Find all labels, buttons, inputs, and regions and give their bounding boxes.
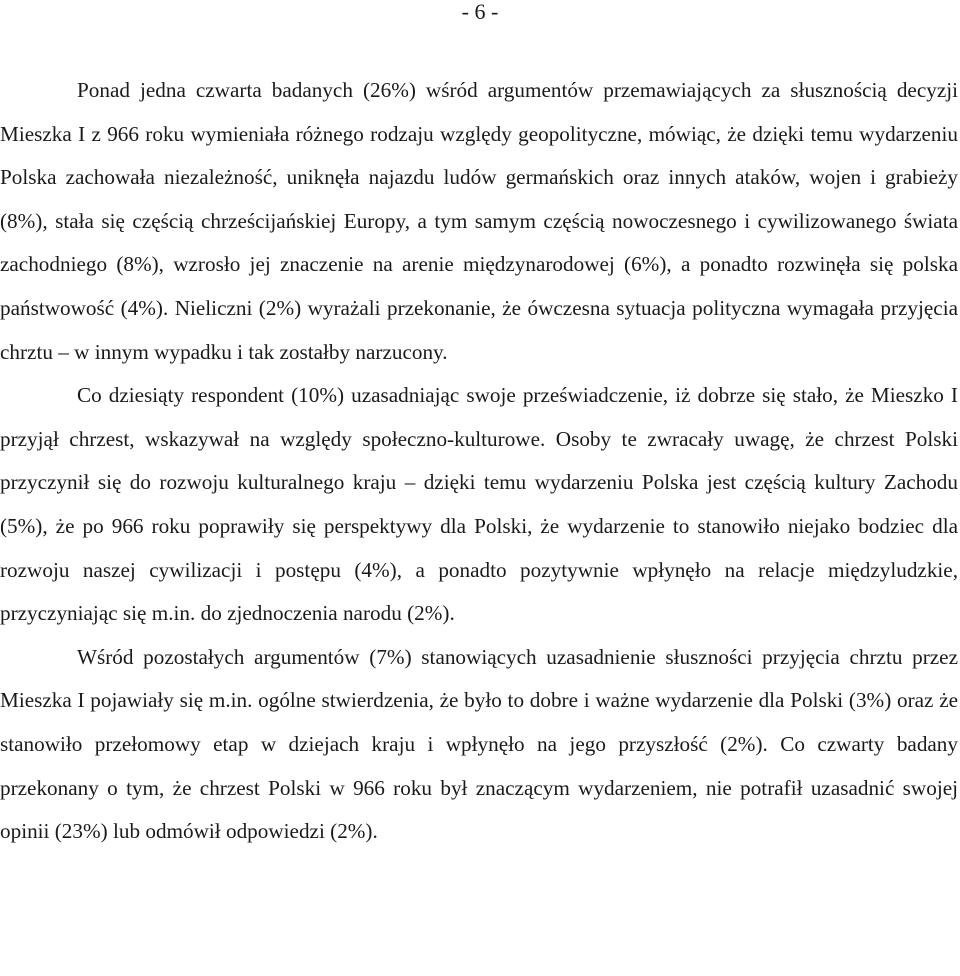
paragraph-geopolitical: Ponad jedna czwarta badanych (26%) wśród argumentów przemawiających za słusznością decyzji Mieszka I z 966 roku wymieniała różnego rodzaju względy geopolityczne, mówiąc, że dzięki temu wydarzeniu Polska zachowała niezależność, uniknęła najazdu ludów germańskich oraz innych ataków, wojen i grabieży (8%), stała się częścią chrześcijańskiej Europy, a tym samym częścią nowoczesnego i cywilizowanego świata zachodniego (8%), wzrosło jej znaczenie na arenie międzynarodowej (6%), a ponadto rozwinęła się polska państwowość (4%). Nieliczni (2%) wyrażali przekonanie, że ówczesna sytuacja polityczna wymagała przyjęcia chrztu – w innym wypadku i tak zostałby narzucony. [0,78,958,364]
paragraph-other-arguments: Wśród pozostałych argumentów (7%) stanowiących uzasadnienie słuszności przyjęcia chrztu przez Mieszka I pojawiały się m.in. ogólne stwierdzenia, że było to dobre i ważne wydarzenie dla Polski (3%) oraz że stanowiło przełomowy etap w dziejach kraju i wpłynęło na jego przyszłość (2%). Co czwarty badany przekonany o tym, że chrzest Polski w 966 roku był znaczącym wydarzeniem, nie potrafił uzasadnić swojej opinii (23%) lub odmówił odpowiedzi (2%). [0,644,958,844]
document-body [0,69,958,854]
page-number: - 6 - [461,0,499,24]
paragraph-socio-cultural: Co dziesiąty respondent (10%) uzasadniając swoje przeświadczenie, iż dobrze się stało, że Mieszko I przyjął chrzest, wskazywał na względy społeczno-kulturowe. Osoby te zwracały uwagę, że chrzest Polski przyczynił się do rozwoju kulturalnego kraju – dzięki temu wydarzeniu Polska jest częścią kultury Zachodu (5%), że po 966 roku poprawiły się perspektywy dla Polski, że wydarzenie to stanowiło niejako bodziec dla rozwoju naszej cywilizacji i postępu (4%), a ponadto pozytywnie wpłynęło na relacje międzyludzkie, przyczyniając się m.in. do zjednoczenia narodu (2%). [0,383,958,626]
